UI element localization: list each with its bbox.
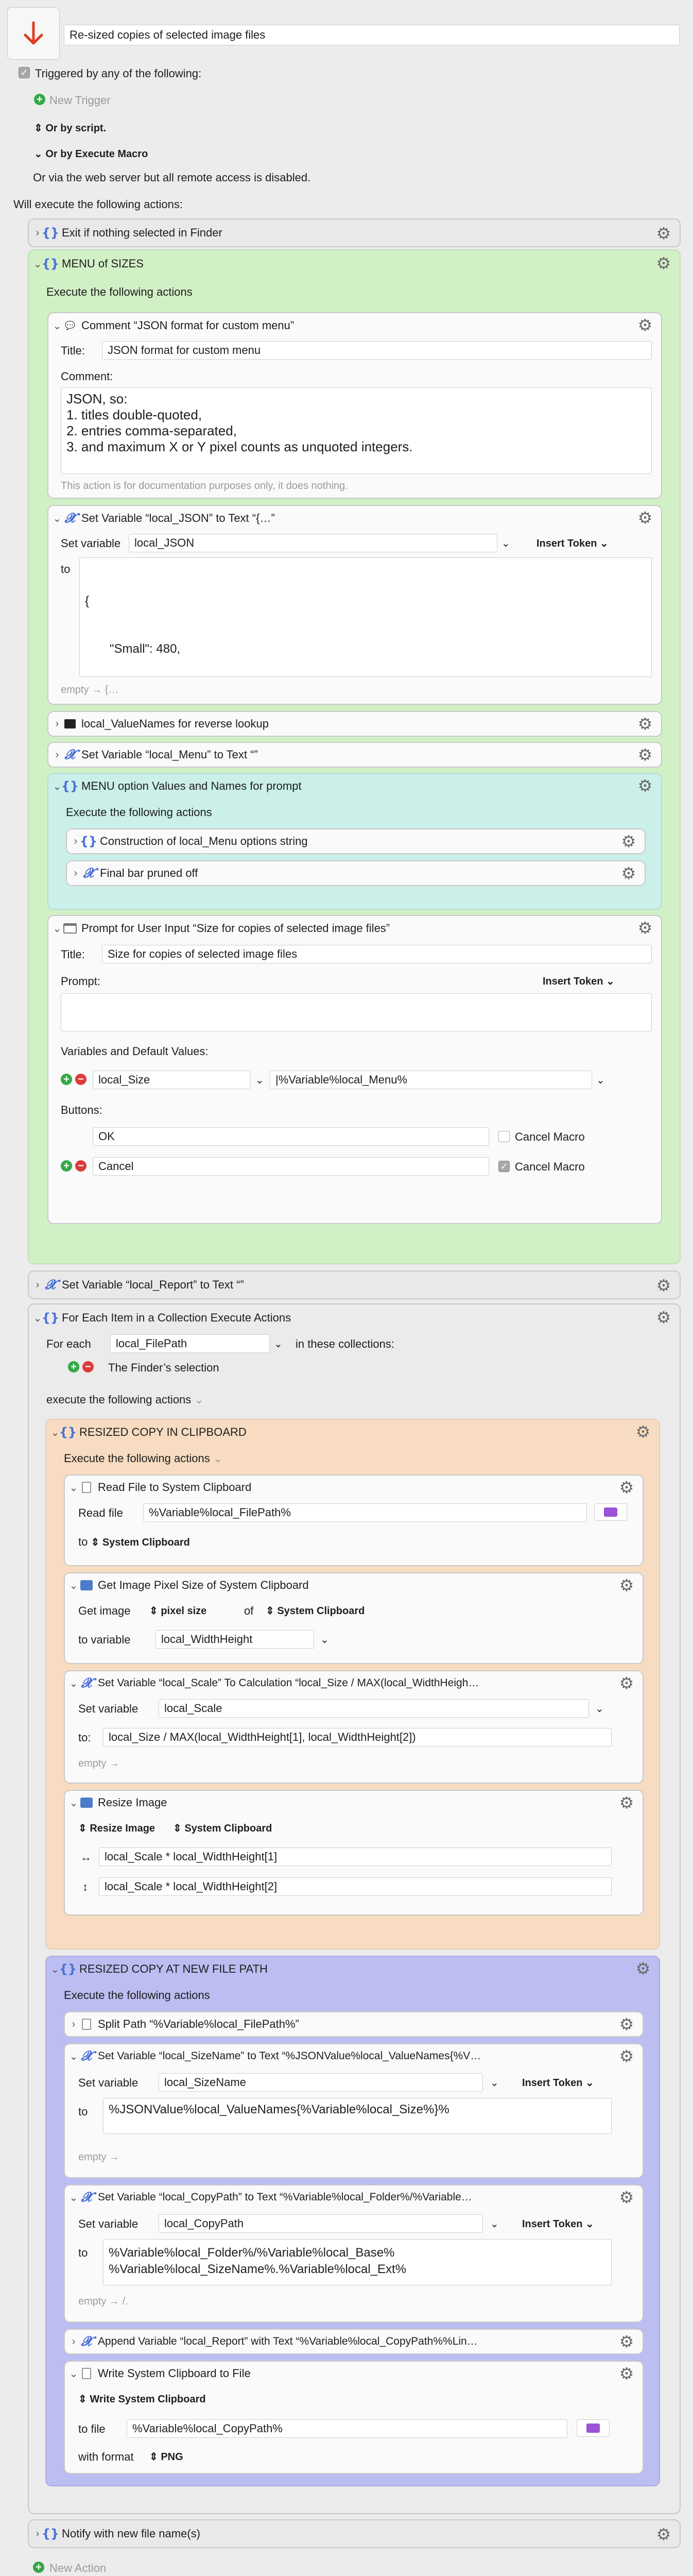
exit-action-block[interactable] [28,218,681,247]
chevron-right-icon[interactable]: › [55,718,59,730]
gear-icon[interactable]: ⚙ [656,1276,671,1295]
insert-token-menu[interactable]: Insert Token ⌄ [543,976,615,987]
measure-selector[interactable]: ⇕ pixel size [149,1605,207,1617]
gear-icon[interactable]: ⚙ [635,1959,651,1978]
action-title: Read File to System Clipboard [98,1481,252,1494]
action-title: local_ValueNames for reverse lookup [81,717,269,730]
action-title: Set Variable “local_CopyPath” to Text “%Variable%local_Folder%/%Variable… [98,2191,472,2203]
file-path-field[interactable]: %Variable%local_FilePath% [143,1503,587,1522]
variable-icon: 𝓧 [81,2333,92,2349]
file-icon [79,1480,94,1495]
comment-text[interactable] [61,387,652,474]
buttons-label: Buttons: [61,1104,102,1116]
variable-field[interactable]: local_CopyPath [159,2214,483,2233]
variable-field[interactable]: local_Scale [159,1699,589,1718]
action-title: Construction of local_Menu options string [100,835,308,848]
for-each-action[interactable] [28,1303,681,2514]
for-each-variable[interactable]: local_FilePath [110,1334,270,1353]
new-trigger-icon[interactable]: + [34,94,45,105]
terminal-icon [63,717,77,731]
chevron-down-icon[interactable]: ⌄ [69,1580,78,1591]
gear-icon[interactable]: ⚙ [637,745,653,765]
group-icon: {} [41,2527,60,2541]
menu-sizes-group[interactable] [28,249,681,1264]
new-action-link[interactable]: New Action [49,2562,107,2574]
chevron-right-icon[interactable]: › [55,749,59,760]
or-by-script[interactable]: ⇕ Or by script. [34,123,107,134]
to-variable-label: to variable [78,1633,131,1646]
action-title: Final bar pruned off [100,867,198,879]
comment-label: Comment: [61,370,113,383]
format-label: with format [78,2450,134,2463]
gear-icon[interactable]: ⚙ [656,2524,671,2544]
read-file-label: Read file [78,1506,123,1519]
to-label: to [78,2105,88,2118]
chevron-down-icon[interactable]: ⌄ [50,1427,60,1438]
execute-label: Execute the following actions ⌄ [64,1452,223,1465]
new-trigger-link[interactable]: New Trigger [49,94,111,107]
cancel-macro-label: Cancel Macro [515,1160,585,1173]
append-report-action[interactable] [64,2329,644,2354]
resized-newpath-group[interactable] [45,1956,660,2486]
remove-collection-icon[interactable]: − [82,1361,94,1372]
get-image-label: Get image [78,1604,131,1617]
chevron-right-icon[interactable]: › [72,2335,76,2347]
width-icon: ↔ [80,1851,92,1863]
prompt-field[interactable] [61,993,652,1031]
add-button-icon[interactable]: + [61,1160,72,1172]
gear-icon[interactable]: ⚙ [619,1575,634,1595]
height-field[interactable]: local_Scale * local_WidthHeight[2] [99,1877,612,1896]
notify-action[interactable] [28,2519,681,2548]
variable-dropdown[interactable]: ⌄ [274,1338,283,1350]
resize-mode-selector[interactable]: ⇕ Resize Image [78,1823,155,1834]
set-variable-label: Set variable [78,1702,138,1715]
action-title: Set Variable “local_Scale” To Calculation “local_Size / MAX(local_WidthHeigh… [98,1677,479,1689]
file-icon [79,2017,94,2031]
comment-line: JSON, so: [66,391,128,406]
chevron-down-icon[interactable]: ⌄ [69,1797,78,1809]
text-line: "Small": 480, [110,642,181,656]
action-title: Set Variable “local_JSON” to Text “{…” [81,512,275,524]
variable-field[interactable]: local_WidthHeight [155,1630,314,1649]
updown-icon: ⇕ [34,123,46,134]
new-action-icon[interactable]: + [33,2562,44,2573]
pixel-size-action[interactable] [64,1572,644,1664]
calculation-field[interactable]: local_Size / MAX(local_WidthHeight[1], local_WidthHeight[2]) [103,1728,612,1747]
file-path-field[interactable]: %Variable%local_CopyPath% [127,2419,567,2438]
set-variable-label: Set variable [61,537,121,550]
empty-note: empty → /. [78,2296,128,2307]
empty-note: empty → [78,2151,120,2163]
variable-field[interactable]: local_JSON [129,534,497,552]
group-title: MENU option Values and Names for prompt [81,779,302,792]
gear-icon[interactable]: ⚙ [619,2188,634,2207]
group-title: MENU of SIZES [62,257,144,270]
action-title: Exit if nothing selected in Finder [62,226,222,239]
comment-line: 1. titles double-quoted, [66,407,202,422]
will-execute-label: Will execute the following actions: [13,198,183,211]
macro-name-field[interactable]: Re-sized copies of selected image files [64,25,680,45]
set-variable-label: Set variable [78,2076,138,2089]
comment-line: 2. entries comma-separated, [66,423,237,438]
insert-token-menu[interactable]: Insert Token ⌄ [522,2077,594,2089]
prompt-action[interactable] [47,915,662,1224]
variables-label: Variables and Default Values: [61,1045,209,1058]
variable-dropdown[interactable]: ⌄ [490,2077,499,2089]
chevron-down-icon[interactable]: ⌄ [69,2192,78,2204]
chevron-down-icon[interactable]: ⌄ [50,1963,60,1975]
scale-action[interactable] [64,1670,644,1784]
chevron-right-icon[interactable]: › [74,835,78,847]
arrow-down-icon [22,21,45,46]
variable-icon: 𝓧 [64,510,76,526]
group-title: RESIZED COPY AT NEW FILE PATH [79,1962,268,1975]
gear-icon[interactable]: ⚙ [637,714,653,734]
chevron-down-icon[interactable]: ⌄ [69,1677,78,1689]
json-text[interactable] [79,557,652,677]
gear-icon[interactable]: ⚙ [619,2046,634,2066]
title-field[interactable]: Size for copies of selected image files [102,945,652,963]
text-field[interactable] [103,2239,612,2285]
width-field[interactable]: local_Scale * local_WidthHeight[1] [99,1848,612,1866]
set-variable-label: Set variable [78,2217,138,2230]
set-menu-action[interactable] [47,742,662,768]
gear-icon[interactable]: ⚙ [619,2332,634,2351]
variable-icon: 𝓧 [81,1675,92,1690]
chevron-right-icon[interactable]: › [72,2018,76,2030]
button-2-field[interactable]: Cancel [93,1157,489,1176]
chevron-right-icon[interactable]: › [36,1279,40,1291]
split-path-action[interactable] [64,2011,644,2037]
web-server-note: Or via the web server but all remote access is disabled. [33,171,311,184]
image-icon [79,1795,94,1810]
text-field[interactable]: %JSONValue%local_ValueNames{%Variable%local_Size%}% [103,2098,612,2134]
group-icon: {} [41,257,60,271]
gear-icon[interactable]: ⚙ [621,863,636,883]
action-title: Write System Clipboard to File [98,2367,251,2380]
of-label: of [244,1604,254,1617]
trigger-label: Triggered by any of the following: [35,67,202,80]
to-row: to ⇕ System Clipboard [78,1535,190,1548]
to-label: to: [78,1731,91,1744]
remove-variable-icon[interactable]: − [75,1074,86,1085]
chevron-down-icon[interactable]: ⌄ [69,2050,78,2062]
final-bar-action[interactable] [66,860,646,886]
folder-icon[interactable] [577,2419,610,2437]
comment-line: 3. and maximum X or Y pixel counts as unquoted integers. [66,439,413,454]
gear-icon[interactable]: ⚙ [619,1478,634,1497]
insert-token-menu[interactable]: Insert Token ⌄ [536,538,609,549]
variable-icon: 𝓧 [81,2048,92,2063]
clipboard-selector[interactable]: ⇕ System Clipboard [91,1537,190,1548]
gear-icon[interactable]: ⚙ [619,2364,634,2383]
gear-icon[interactable]: ⚙ [656,253,671,273]
group-icon: {} [59,1425,77,1439]
variable-dropdown[interactable]: ⌄ [320,1634,329,1646]
action-title: Get Image Pixel Size of System Clipboard [98,1579,309,1591]
set-json-action[interactable] [47,505,662,705]
empty-note: empty → [78,1758,120,1769]
gear-icon[interactable]: ⚙ [637,918,653,938]
gear-icon[interactable]: ⚙ [619,2014,634,2034]
to-label: to [61,563,71,575]
macro-icon[interactable] [7,7,60,60]
text-line: %Variable%local_SizeName%.%Variable%local_Ext% [109,2262,407,2276]
set-copypath-action[interactable] [64,2184,644,2323]
action-title: For Each Item in a Collection Execute Actions [62,1311,291,1324]
chevron-right-icon[interactable]: › [74,867,78,879]
text-line: { [85,594,90,608]
for-each-label: For each [46,1337,91,1350]
chevron-down-icon[interactable]: ⌄ [69,1482,78,1494]
execute-label: Execute the following actions [66,806,212,819]
default-value-field[interactable]: |%Variable%local_Menu% [270,1071,592,1089]
chevron-down-icon[interactable]: ⌄ [53,923,62,935]
variable-icon: 𝓧 [45,1277,56,1292]
insert-token-menu[interactable]: Insert Token ⌄ [522,2218,594,2230]
group-icon: {} [79,834,98,849]
group-icon: {} [41,1311,60,1325]
menu-option-group[interactable] [47,773,662,910]
source-selector[interactable]: ⇕ System Clipboard [266,1605,365,1617]
write-source-selector[interactable]: ⇕ Write System Clipboard [78,2394,206,2405]
set-report-action[interactable] [28,1270,681,1299]
comment-action[interactable] [47,312,662,499]
variable-name-field[interactable]: local_Size [93,1071,250,1089]
resized-clipboard-group[interactable] [45,1419,660,1950]
variable-icon: 𝓧 [83,865,94,880]
chevron-down-icon[interactable]: ⌄ [53,320,62,332]
action-title: Resize Image [98,1796,167,1809]
variable-icon: 𝓧 [81,2189,92,2205]
action-title: Set Variable “local_SizeName” to Text “%JSONValue%local_ValueNames{%V… [98,2050,481,2062]
trigger-checkbox[interactable]: ✓ [19,67,30,78]
resize-image-action[interactable] [64,1790,644,1916]
empty-note: empty → {… [61,684,119,696]
title-label: Title: [61,344,85,357]
chevron-down-icon[interactable]: ⌄ [33,1312,42,1324]
chevron-right-icon[interactable]: › [36,227,40,239]
prompt-label: Prompt: [61,975,101,988]
chevron-down-icon[interactable]: ⌄ [33,258,42,270]
variable-dropdown[interactable]: ⌄ [255,1075,264,1086]
format-selector[interactable]: ⇕ PNG [149,2451,183,2463]
add-variable-icon[interactable]: + [61,1074,72,1085]
chevron-down-icon[interactable]: ⌄ [53,513,62,524]
action-title: Set Variable “local_Menu” to Text “” [81,748,258,761]
variable-dropdown[interactable]: ⌄ [501,538,510,549]
gear-icon[interactable]: ⚙ [621,832,636,851]
gear-icon[interactable]: ⚙ [637,315,653,335]
value-names-action[interactable] [47,711,662,737]
gear-icon[interactable]: ⚙ [637,776,653,795]
gear-icon[interactable]: ⚙ [619,1793,634,1812]
collection-item[interactable]: The Finder’s selection [108,1361,219,1374]
action-title: Prompt for User Input “Size for copies of selected image files” [81,922,390,935]
or-by-execute-macro[interactable]: ⌄ Or by Execute Macro [34,148,148,160]
add-collection-icon[interactable]: + [68,1361,79,1372]
text-line: %Variable%local_Folder%/%Variable%local_Base% [109,2246,395,2260]
chevron-down-icon[interactable]: ⌄ [69,2368,78,2380]
action-title: Append Variable “local_Report” with Text “%Variable%local_CopyPath%%Lin… [98,2335,478,2347]
button-1-field[interactable]: OK [93,1127,489,1146]
group-title: RESIZED COPY IN CLIPBOARD [79,1426,247,1438]
title-field[interactable]: JSON format for custom menu [102,341,652,360]
gear-icon[interactable]: ⚙ [619,1673,634,1693]
cancel-macro-checkbox-1[interactable] [498,1131,510,1142]
variable-dropdown[interactable]: ⌄ [595,1703,604,1715]
title-label: Title: [61,948,85,961]
cancel-macro-checkbox-2[interactable]: ✓ [498,1161,510,1172]
chevron-down-icon: ⌄ [34,148,46,160]
execute-label: Execute the following actions [64,1989,210,2002]
group-icon: {} [59,1962,77,1976]
resize-source-selector[interactable]: ⇕ System Clipboard [173,1823,272,1834]
action-title: Set Variable “local_Report” to Text “” [62,1278,244,1291]
to-label: to [78,2246,88,2259]
comment-note: This action is for documentation purposes only, it does nothing. [61,480,348,492]
execute-label: execute the following actions ⌄ [46,1393,204,1406]
read-file-action[interactable] [64,1475,644,1566]
execute-label: Execute the following actions [46,285,193,298]
folder-icon[interactable] [594,1503,627,1521]
group-icon: {} [61,779,79,793]
set-sizename-action[interactable] [64,2043,644,2178]
file-icon [79,2366,94,2381]
image-icon [79,1578,94,1592]
height-icon: ↕ [82,1880,88,1893]
chevron-down-icon[interactable]: ⌄ [53,781,62,792]
gear-icon[interactable]: ⚙ [637,508,653,528]
action-title: Split Path “%Variable%local_FilePath%” [98,2018,299,2030]
action-title: Notify with new file name(s) [62,2527,200,2540]
write-clipboard-action[interactable] [64,2361,644,2474]
variable-icon: 𝓧 [64,747,76,762]
remove-button-icon[interactable]: − [75,1160,86,1172]
comment-icon: 💬 [65,321,75,330]
group-icon: {} [41,226,60,240]
window-icon [63,921,77,936]
gear-icon[interactable]: ⚙ [656,1308,671,1327]
construction-action[interactable] [66,828,646,854]
default-dropdown[interactable]: ⌄ [596,1075,605,1086]
chevron-right-icon[interactable]: › [36,2528,40,2539]
collections-label: in these collections: [296,1337,394,1350]
gear-icon[interactable]: ⚙ [656,224,671,243]
to-file-label: to file [78,2422,106,2435]
action-title: Comment “JSON format for custom menu” [81,319,294,332]
variable-dropdown[interactable]: ⌄ [490,2218,499,2230]
variable-field[interactable]: local_SizeName [159,2073,483,2092]
gear-icon[interactable]: ⚙ [635,1422,651,1442]
cancel-macro-label: Cancel Macro [515,1130,585,1143]
